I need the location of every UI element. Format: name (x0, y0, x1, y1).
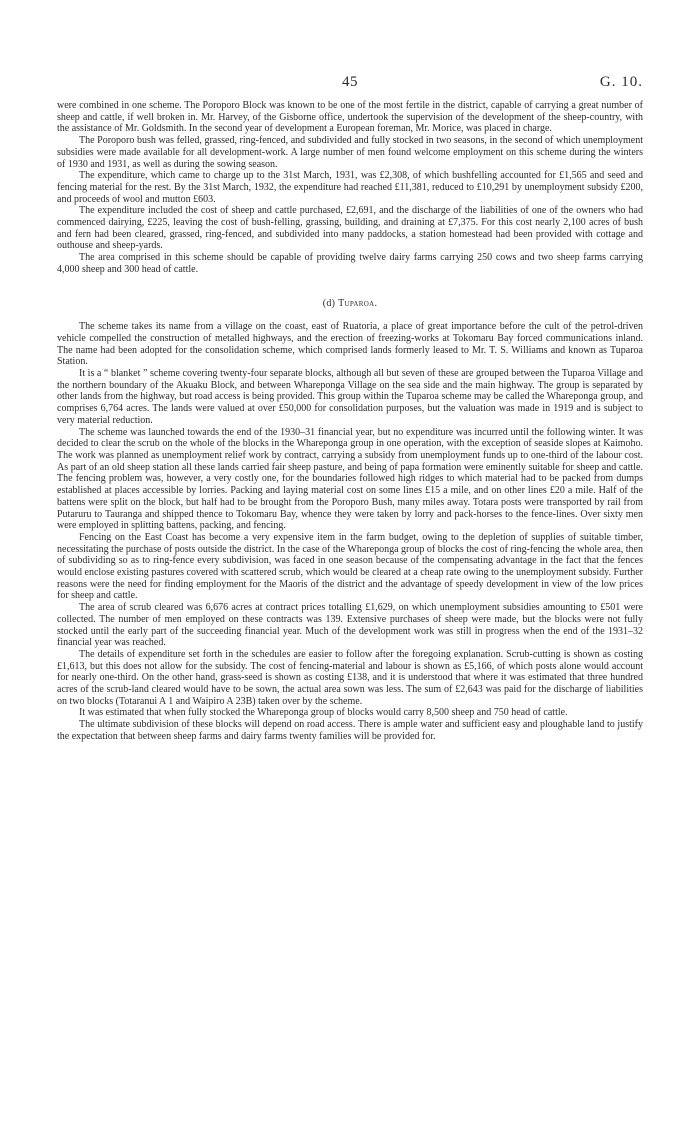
paragraph: The scheme was launched towards the end of the 1930–31 financial year, but no expenditure was incurred until the following winter. It was decided to clear the scrub on the whole of the blocks in the Whareponga group in one operation, with the exception of seaside slopes at Kaimoho. The work was planned as unemployment relief work by contract, carrying a subsidy from unemployment funds up to one-third of the labour cost. As part of an old sheep station all these lands carried fair sheep pasture, and being of papa formation were eminently suitable for sheep and cattle. The fencing problem was, however, a very costly one, for the boundaries followed high ridges to which material had to be packed from dumps established at places accessible by lorries. Packing and laying material cost on some lines £15 a mile, and on other lines £20 a mile. Half of the battens were split on the block, but half had to be brought from the Poroporo Bush, many miles away. Totara posts were transported by rail from Putaruru to Tauranga and shipped thence to Tokomaru Bay, whence they were taken by lorry and pack-horses to the fence-lines. Over sixty men were employed in splitting battens, packing, and fencing. (57, 426, 643, 532)
paragraph: were combined in one scheme. The Poroporo Block was known to be one of the most fertile in the district, capable of carrying a great number of sheep and cattle, if well broken in. Mr. Harvey, of the Gisborne office, undertook the supervision of the development of the sheep-country, with the assistance of Mr. Goldsmith. In the second year of development a European foreman, Mr. Morice, was placed in charge. (57, 100, 643, 135)
paragraph: The details of expenditure set forth in the schedules are easier to follow after the foregoing explanation. Scrub-cutting is shown as costing £1,613, but this does not allow for the subsidy. The cost of fencing-material and labour is shown as £5,166, of which posts alone would account for nearly one-third. On the other hand, grass-seed is shown as costing £138, and it is understood that where it was estimated that three hundred acres of the scrub-land cleared would have to be sown, the actual area sown was less. The sum of £2,643 was paid for the discharge of liabilities on two blocks (Totaranui A 1 and Waipiro A 23B) taken over by the scheme. (57, 648, 643, 707)
page-reference: G. 10. (599, 74, 643, 90)
paragraph: Fencing on the East Coast has become a very expensive item in the farm budget, owing to the depletion of supplies of suitable timber, necessitating the purchase of posts outside the district. In the case of the Whareponga group of blocks the cost of ring-fencing the whole area, then of subdividing so as to ring-fence every subdivision, was faced in one season because of the compensating advantage in the fact that the fences would enclose existing pastures covered with scattered scrub, which would be cleared at a cheap rate owing to the unemployment subsidy. Further reasons were the need for finding employment for the Maoris of the district and the advantage of speedy development in view of the low prices for sheep and cattle. (57, 531, 643, 602)
paragraph: The Poroporo bush was felled, grassed, ring-fenced, and subdivided and fully stocked in two seasons, in the second of which unemployment subsidies were made available for all development-work. A large number of men found welcome employment on this scheme during the winters of 1930 and 1931, as well as during the sowing season. (57, 135, 643, 170)
paragraph: The expenditure, which came to charge up to the 31st March, 1931, was £2,308, of which bushfelling accounted for £1,565 and seed and fencing material for the rest. By the 31st March, 1932, the expenditure had reached £11,381, reduced to £10,291 by unemployment subsidy £200, and proceeds of wool and mutton £603. (57, 170, 643, 205)
paragraph: It was estimated that when fully stocked the Whareponga group of blocks would carry 8,500 sheep and 750 head of cattle. (79, 707, 568, 719)
body-text (57, 100, 643, 743)
paragraph: It is a “ blanket ” scheme covering twenty-four separate blocks, although all but seven of these are grouped between the Tuparoa Village and the northern boundary of the Akuaku Block, and between Whareponga Village on the sea side and the main highway. The group is separated by other lands from the highway, but road access is being provided. This group within the Tuparoa scheme may be called the Whareponga group, and comprises 6,764 acres. The lands were valued at over £50,000 for consolidation purposes, but the valuation was made in 1919 and is subject to very material reduction. (57, 368, 643, 426)
paragraph: The ultimate subdivision of these blocks will depend on road access. There is ample water and sufficient easy and ploughable land to justify the expectation that between sheep farms and dairy farms twenty families will be provided for. (57, 719, 643, 742)
section-heading-prefix: (d) (322, 297, 336, 309)
section-heading (57, 298, 643, 310)
page-number: 45 (342, 74, 358, 90)
paragraph: The area comprised in this scheme should be capable of providing twelve dairy farms carrying 250 cows and two sheep farms carrying 4,000 sheep and 300 head of cattle. (57, 252, 643, 275)
paragraph: The expenditure included the cost of sheep and cattle purchased, £2,691, and the discharge of the liabilities of one of the owners who had commenced dairying, £225, leaving the cost of bush-felling, grassing, building, and draining at £7,375. For this cost nearly 2,100 acres of bush and fern had been cleared, grassed, ring-fenced, and subdivided into many paddocks, a station homestead had been provided with cottage and outhouse and sheep-yards. (57, 205, 643, 252)
paragraph: The area of scrub cleared was 6,676 acres at contract prices totalling £1,629, on which unemployment subsidies amounting to £501 were collected. The number of men employed on these contracts was 139. Extensive purchases of sheep were made, but the blocks were not fully stocked until the early part of the succeeding financial year. Much of the development work was still in progress when the end of the 1931–32 financial year was reached. (57, 602, 643, 649)
section-heading-title: Tuparoa. (338, 297, 378, 309)
paragraph: The scheme takes its name from a village on the coast, east of Ruatoria, a place of great importance before the cult of the petrol-driven vehicle compelled the construction of metalled highways, and the erection of freezing-works at Tokomaru Bay forced communications inland. The name had been adopted for the consolidation scheme, which comprised lands formerly leased to Mr. T. S. Williams and known as Tuparoa Station. (57, 321, 643, 368)
